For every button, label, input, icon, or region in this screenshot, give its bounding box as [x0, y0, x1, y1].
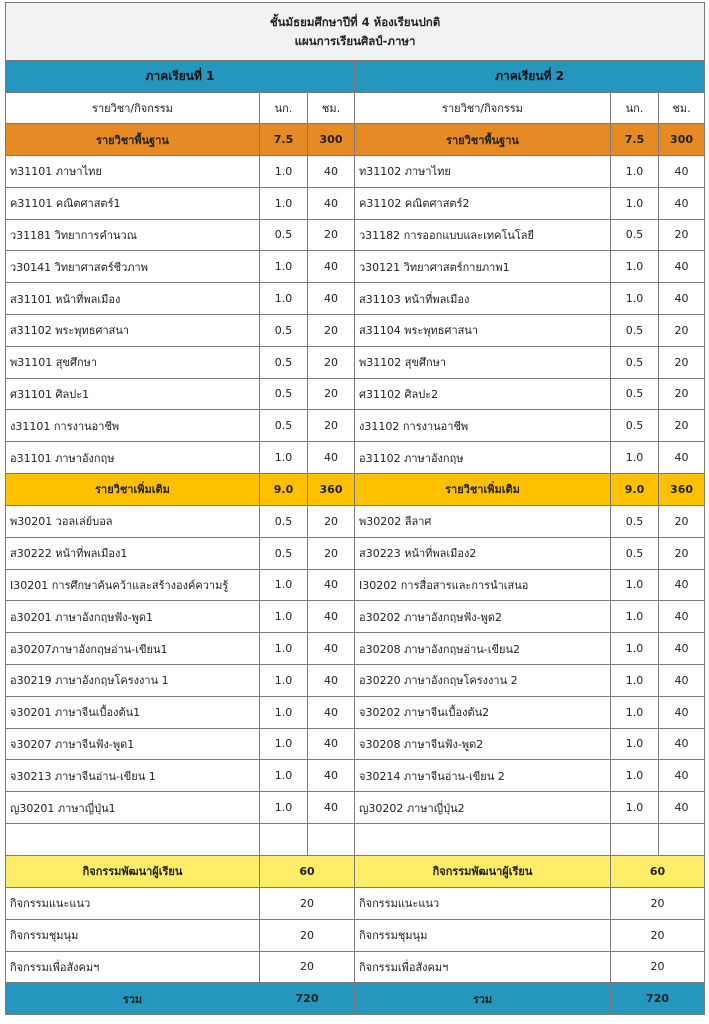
blank-cell	[308, 823, 355, 855]
s2-course-name: I30202 การสื่อสารและการนำเสนอ	[355, 569, 611, 601]
s2-core-credit: 7.5	[611, 124, 659, 156]
s1-course-hours: 40	[308, 569, 355, 601]
s2-course-name: พ30202 ลีลาศ	[355, 505, 611, 537]
s2-activity-name: กิจกรรมเพื่อสังคมฯ	[355, 951, 611, 983]
table-row	[6, 601, 705, 633]
s1-elective-hours: 360	[308, 473, 355, 505]
s2-course-credit: 1.0	[611, 601, 659, 633]
s1-course-hours: 20	[308, 537, 355, 569]
blank-row	[6, 823, 705, 855]
s2-course-name: จ30208 ภาษาจีนฟัง-พูด2	[355, 728, 611, 760]
s1-course-hours: 40	[308, 664, 355, 696]
s1-course-name: อ30201 ภาษาอังกฤษฟัง-พูด1	[6, 601, 260, 633]
s1-course-credit: 0.5	[260, 346, 308, 378]
table-row	[6, 664, 705, 696]
blank-cell	[260, 823, 308, 855]
s1-course-name: ส31101 หน้าที่พลเมือง	[6, 283, 260, 315]
s1-course-credit: 1.0	[260, 696, 308, 728]
s1-course-name: ส30222 หน้าที่พลเมือง1	[6, 537, 260, 569]
s2-course-hours: 40	[659, 283, 705, 315]
s2-course-credit: 1.0	[611, 283, 659, 315]
blank-cell	[6, 823, 260, 855]
s2-course-hours: 20	[659, 505, 705, 537]
s2-course-credit: 1.0	[611, 187, 659, 219]
table-row	[6, 633, 705, 665]
s1-course-hours: 20	[308, 410, 355, 442]
semester-1-header: ภาคเรียนที่ 1	[6, 61, 355, 93]
table-title	[6, 3, 705, 61]
s1-hours-header: ชม.	[308, 93, 355, 124]
s2-course-hours: 40	[659, 156, 705, 188]
s1-course-hours: 40	[308, 187, 355, 219]
s2-elective-credit: 9.0	[611, 473, 659, 505]
s2-course-name: พ31102 สุขศึกษา	[355, 346, 611, 378]
s2-course-hours: 40	[659, 728, 705, 760]
s2-activity-hours: 20	[611, 951, 705, 983]
table-row	[6, 760, 705, 792]
blank-cell	[355, 823, 611, 855]
s1-course-name: I30201 การศึกษาค้นคว้าและสร้างองค์ความรู้	[6, 569, 260, 601]
s1-total-label: รวม	[6, 983, 260, 1015]
semester-header-row	[6, 61, 705, 93]
s2-course-credit: 0.5	[611, 537, 659, 569]
s2-course-name: จ30202 ภาษาจีนเบื้องต้น2	[355, 696, 611, 728]
table-row	[6, 728, 705, 760]
s2-course-credit: 1.0	[611, 792, 659, 824]
s1-course-name: ค31101 คณิตศาสตร์1	[6, 187, 260, 219]
s1-course-credit: 1.0	[260, 601, 308, 633]
s2-course-credit: 0.5	[611, 410, 659, 442]
s1-activity-name: กิจกรรมเพื่อสังคมฯ	[6, 951, 260, 983]
table-row	[6, 156, 705, 188]
s1-activity-hours: 20	[260, 919, 355, 951]
s2-course-name: ส31104 พระพุทธศาสนา	[355, 314, 611, 346]
core-section-header	[6, 124, 705, 156]
column-header-row	[6, 93, 705, 124]
s2-course-hours: 20	[659, 314, 705, 346]
s1-course-name: ญ30201 ภาษาญี่ปุ่น1	[6, 792, 260, 824]
s1-course-hours: 20	[308, 314, 355, 346]
s1-course-hours: 40	[308, 728, 355, 760]
s2-elective-label: รายวิชาเพิ่มเติม	[355, 473, 611, 505]
s2-course-hours: 40	[659, 760, 705, 792]
elective-section-header	[6, 473, 705, 505]
s2-activity-name: กิจกรรมชุมนุม	[355, 919, 611, 951]
blank-cell	[659, 823, 705, 855]
s1-course-credit: 0.5	[260, 378, 308, 410]
s1-course-name: พ31101 สุขศึกษา	[6, 346, 260, 378]
table-row	[6, 696, 705, 728]
s1-course-credit: 0.5	[260, 410, 308, 442]
s1-course-name: อ31101 ภาษาอังกฤษ	[6, 442, 260, 474]
s1-course-name: ง31101 การงานอาชีพ	[6, 410, 260, 442]
s1-course-credit: 1.0	[260, 792, 308, 824]
table-row	[6, 251, 705, 283]
s1-course-credit: 1.0	[260, 442, 308, 474]
s1-core-hours: 300	[308, 124, 355, 156]
s1-elective-credit: 9.0	[260, 473, 308, 505]
s2-course-name: ว31182 การออกแบบและเทคโนโลยี	[355, 219, 611, 251]
s1-course-name: จ30201 ภาษาจีนเบื้องต้น1	[6, 696, 260, 728]
s1-course-credit: 1.0	[260, 156, 308, 188]
s1-course-name: ว31181 วิทยาการคำนวณ	[6, 219, 260, 251]
s1-course-credit: 1.0	[260, 283, 308, 315]
s1-total-hours: 720	[260, 983, 355, 1015]
s2-course-credit: 1.0	[611, 633, 659, 665]
s2-course-credit: 0.5	[611, 314, 659, 346]
s2-course-credit: 1.0	[611, 251, 659, 283]
s2-core-label: รายวิชาพื้นฐาน	[355, 124, 611, 156]
s1-course-name: จ30207 ภาษาจีนฟัง-พูด1	[6, 728, 260, 760]
s1-course-hours: 40	[308, 696, 355, 728]
s2-activities-label: กิจกรรมพัฒนาผู้เรียน	[355, 855, 611, 887]
s2-course-hours: 40	[659, 251, 705, 283]
s2-course-credit: 0.5	[611, 378, 659, 410]
s1-activity-name: กิจกรรมแนะแนว	[6, 887, 260, 919]
table-row	[6, 314, 705, 346]
table-row	[6, 346, 705, 378]
s2-course-credit: 0.5	[611, 346, 659, 378]
table-row	[6, 283, 705, 315]
s1-course-hours: 20	[308, 219, 355, 251]
s2-course-name: ว30121 วิทยาศาสตร์กายภาพ1	[355, 251, 611, 283]
s2-course-name: อ31102 ภาษาอังกฤษ	[355, 442, 611, 474]
s2-course-hours: 20	[659, 378, 705, 410]
s2-course-name: ง31102 การงานอาชีพ	[355, 410, 611, 442]
table-row	[6, 442, 705, 474]
s1-course-credit: 0.5	[260, 505, 308, 537]
s1-course-hours: 40	[308, 283, 355, 315]
s1-course-credit: 1.0	[260, 187, 308, 219]
s2-course-credit: 1.0	[611, 728, 659, 760]
semester-2-header: ภาคเรียนที่ 2	[355, 61, 705, 93]
s1-course-hours: 40	[308, 442, 355, 474]
s1-course-credit: 0.5	[260, 537, 308, 569]
s2-elective-hours: 360	[659, 473, 705, 505]
s2-course-hours: 20	[659, 346, 705, 378]
s1-course-credit: 0.5	[260, 314, 308, 346]
table-row	[6, 792, 705, 824]
s2-activity-hours: 20	[611, 919, 705, 951]
s1-activities-label: กิจกรรมพัฒนาผู้เรียน	[6, 855, 260, 887]
s2-course-credit: 1.0	[611, 569, 659, 601]
s2-course-credit: 1.0	[611, 156, 659, 188]
s2-course-name: อ30202 ภาษาอังกฤษฟัง-พูด2	[355, 601, 611, 633]
s1-course-hours: 40	[308, 633, 355, 665]
blank-cell	[611, 823, 659, 855]
s2-course-name: ส31103 หน้าที่พลเมือง	[355, 283, 611, 315]
s1-elective-label: รายวิชาเพิ่มเติม	[6, 473, 260, 505]
s1-course-hours: 20	[308, 346, 355, 378]
s1-activity-hours: 20	[260, 951, 355, 983]
table-row	[6, 187, 705, 219]
s2-course-name: อ30220 ภาษาอังกฤษโครงงาน 2	[355, 664, 611, 696]
title-line-2: แผนการเรียนศิลป์-ภาษา	[294, 33, 416, 48]
s1-course-credit: 1.0	[260, 569, 308, 601]
s2-core-hours: 300	[659, 124, 705, 156]
s2-subject-header: รายวิชา/กิจกรรม	[355, 93, 611, 124]
s1-core-credit: 7.5	[260, 124, 308, 156]
s2-course-name: ท31102 ภาษาไทย	[355, 156, 611, 188]
curriculum-table	[5, 2, 705, 1015]
s1-activity-name: กิจกรรมชุมนุม	[6, 919, 260, 951]
s2-course-name: จ30214 ภาษาจีนอ่าน-เขียน 2	[355, 760, 611, 792]
title-line-1: ชั้นมัธยมศึกษาปีที่ 4 ห้องเรียนปกติ	[269, 14, 441, 29]
s2-course-credit: 1.0	[611, 664, 659, 696]
table-row	[6, 219, 705, 251]
s2-course-hours: 40	[659, 569, 705, 601]
s2-course-hours: 40	[659, 696, 705, 728]
s1-course-hours: 20	[308, 505, 355, 537]
table-row	[6, 378, 705, 410]
s1-course-hours: 40	[308, 760, 355, 792]
s1-course-hours: 40	[308, 156, 355, 188]
activities-section-header	[6, 855, 705, 887]
s2-activity-name: กิจกรรมแนะแนว	[355, 887, 611, 919]
s1-credit-header: นก.	[260, 93, 308, 124]
s2-activities-hours: 60	[611, 855, 705, 887]
s1-activity-hours: 20	[260, 887, 355, 919]
s2-course-hours: 40	[659, 792, 705, 824]
activity-row	[6, 919, 705, 951]
s2-course-credit: 1.0	[611, 442, 659, 474]
s1-course-credit: 1.0	[260, 633, 308, 665]
s2-course-name: ส30223 หน้าที่พลเมือง2	[355, 537, 611, 569]
s1-subject-header: รายวิชา/กิจกรรม	[6, 93, 260, 124]
table-row	[6, 537, 705, 569]
s2-course-credit: 0.5	[611, 505, 659, 537]
s2-course-name: ค31102 คณิตศาสตร์2	[355, 187, 611, 219]
s2-course-hours: 40	[659, 664, 705, 696]
s1-course-credit: 1.0	[260, 728, 308, 760]
total-row	[6, 983, 705, 1015]
activity-row	[6, 951, 705, 983]
s1-course-name: จ30213 ภาษาจีนอ่าน-เขียน 1	[6, 760, 260, 792]
table-row	[6, 569, 705, 601]
s2-course-hours: 40	[659, 601, 705, 633]
s1-course-credit: 1.0	[260, 664, 308, 696]
s2-hours-header: ชม.	[659, 93, 705, 124]
s2-course-name: ศ31102 ศิลปะ2	[355, 378, 611, 410]
s1-course-name: พ30201 วอลเล่ย์บอล	[6, 505, 260, 537]
s1-activities-hours: 60	[260, 855, 355, 887]
s2-course-name: อ30208 ภาษาอังกฤษอ่าน-เขียน2	[355, 633, 611, 665]
s2-course-hours: 20	[659, 537, 705, 569]
s1-course-credit: 0.5	[260, 219, 308, 251]
table-row	[6, 505, 705, 537]
title-row	[6, 3, 705, 61]
s1-course-name: อ30207ภาษาอังกฤษอ่าน-เขียน1	[6, 633, 260, 665]
s1-course-name: ส31102 พระพุทธศาสนา	[6, 314, 260, 346]
s2-course-hours: 40	[659, 633, 705, 665]
s1-course-hours: 20	[308, 378, 355, 410]
s1-course-credit: 1.0	[260, 251, 308, 283]
s2-activity-hours: 20	[611, 887, 705, 919]
s1-course-name: ว30141 วิทยาศาสตร์ชีวภาพ	[6, 251, 260, 283]
s1-course-hours: 40	[308, 601, 355, 633]
s2-course-hours: 40	[659, 442, 705, 474]
s2-course-hours: 20	[659, 410, 705, 442]
s2-course-credit: 1.0	[611, 760, 659, 792]
s2-credit-header: นก.	[611, 93, 659, 124]
s1-course-hours: 40	[308, 792, 355, 824]
s1-course-credit: 1.0	[260, 760, 308, 792]
s2-course-name: ญ30202 ภาษาญี่ปุ่น2	[355, 792, 611, 824]
s1-course-hours: 40	[308, 251, 355, 283]
activity-row	[6, 887, 705, 919]
s2-course-hours: 40	[659, 187, 705, 219]
s2-total-hours: 720	[611, 983, 705, 1015]
s2-total-label: รวม	[355, 983, 611, 1015]
s2-course-hours: 20	[659, 219, 705, 251]
s1-course-name: อ30219 ภาษาอังกฤษโครงงาน 1	[6, 664, 260, 696]
table-row	[6, 410, 705, 442]
s1-core-label: รายวิชาพื้นฐาน	[6, 124, 260, 156]
s2-course-credit: 0.5	[611, 219, 659, 251]
s1-course-name: ศ31101 ศิลปะ1	[6, 378, 260, 410]
s1-course-name: ท31101 ภาษาไทย	[6, 156, 260, 188]
s2-course-credit: 1.0	[611, 696, 659, 728]
